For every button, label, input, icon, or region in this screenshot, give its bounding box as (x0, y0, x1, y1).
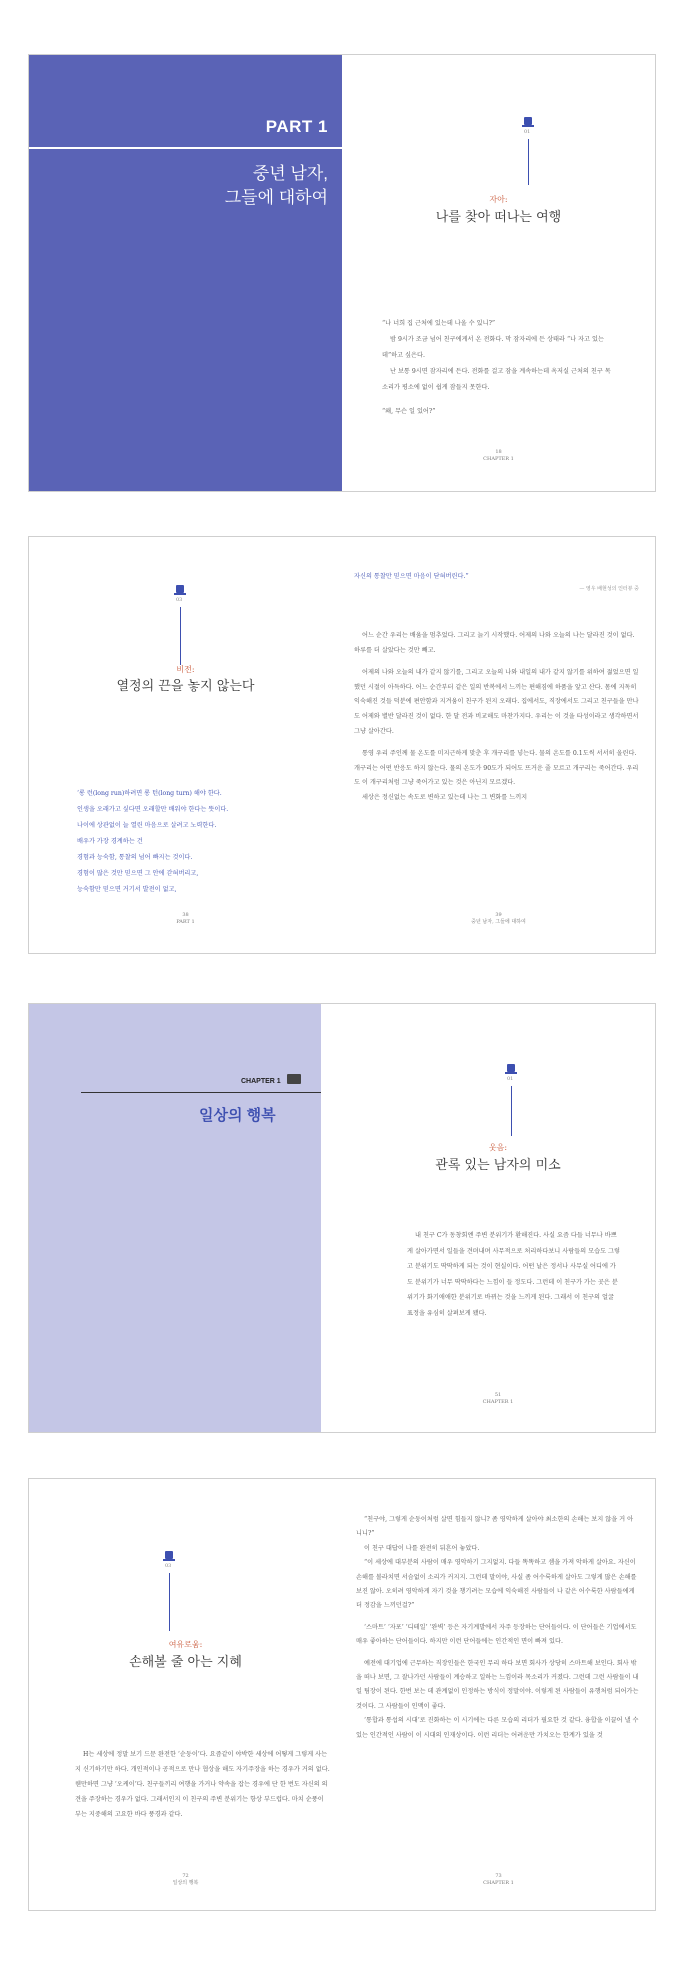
paragraph: 내 친구 C가 동창회엔 주변 분위기가 환해진다. 사실 요즘 다들 너무나 바쁘게 살아가면서 일들을 견뎌내며 사무적으로 처리하다보니 사람들의 모습도 그렇고 분위기도 딱딱하게 되는 것이 현실이다. 어떤 날은 정서나 사무실 어디에 가도 분위기가 너무 딱딱하다는 느낌이 들 정도다. 그런데 이 친구가 가는 곳은 분위기가 화기애애한 분위기로 바뀌는 것을 느끼게 된다. 그래서 이 친구의 얼굴 표정을 유심히 살펴보게 됐다. (407, 1232, 620, 1317)
chapter-number: 01 (524, 129, 531, 135)
spread-part-1 (28, 54, 656, 492)
paragraph: “친구야, 그렇게 순둥이처럼 살면 힘들지 않니? 좀 영악하게 살아야 최소한의 손해는 보지 않을 거 아니니?” (356, 1516, 634, 1538)
chapter-rule (81, 1092, 321, 1093)
section-subtitle: 자아: (489, 195, 508, 204)
page-number: 72 일상의 행복 (172, 1873, 199, 1886)
poem-line: ‘롱 런(long run)하려면 롱 턴(long turn) 해야 한다. (77, 790, 222, 797)
page-number: 51 CHAPTER 1 (482, 1392, 514, 1405)
poem-line: 경험과 능숙함, 통찰의 넘어 빠지는 것이다. (77, 854, 193, 861)
poem-line: 경험이 많은 것만 믿으면 그 안에 갇혀버리고, (77, 870, 199, 877)
section-title: 나를 찾아 떠나는 여행 (435, 210, 562, 225)
paragraph: 난 보통 9시면 잠자리에 든다. 전화를 걸고 잠을 계속하는데 옥저실 근처의 친구 목소리가 평소에 없이 쉽게 잠들지 못한다. (382, 368, 611, 391)
body-text (75, 1747, 330, 1822)
spread-chapter-1 (28, 1003, 656, 1433)
paragraph: 이 친구 대답이 나를 완전히 뒤흔어 놓았다. (364, 1544, 480, 1552)
right-page (342, 1479, 655, 1910)
left-page (29, 537, 342, 953)
hat-icon (174, 585, 186, 596)
section-title: 손해볼 줄 아는 지혜 (129, 1655, 242, 1670)
poem-line: 나이에 상관없이 늘 열린 마음으로 살려고 노력한다. (77, 822, 217, 829)
spread-vision (28, 536, 656, 954)
paragraph: 통영 우리 주인께 물 온도를 미지근하게 맞춘 후 개구리를 넣는다. 물의 온도를 0.1도씩 서서히 올린다. 개구리는 어떤 반응도 하지 않는다. 물의 온도가 90도가 되어도 뜨거운 줄 모르고 개구리는 죽어간다. 우리도 이 개구리처럼 그냥 죽어가고 있는 것은 아닌지 모르겠다. (354, 750, 639, 787)
part-label: PART 1 (265, 117, 328, 136)
part-title-line-2: 그들에 대하여 (224, 188, 328, 207)
poem-line: 능숙함만 믿으면 거기서 발전이 없고, (77, 886, 177, 893)
paragraph: 밤 9시가 조금 넘어 친구에게서 온 전화다. 막 잠자리에 든 상태라 “나 자고 있는데”하고 싶은다. (382, 336, 604, 359)
paragraph: ‘통합과 통섭의 시대’로 진화하는 이 시기에는 다른 모습의 리더가 필요한 것 같다. 융합을 이끌어 낼 수 있는 인간적인 사람이 이 시대의 인재상이다. 이런 리더는 어려운만 가치오는 한계가 있을 것 (356, 1717, 639, 1739)
title-rule (180, 607, 181, 665)
paragraph: “나 너희 집 근처에 있는데 나올 수 있니?” (382, 320, 496, 327)
chapter-number: 03 (165, 1563, 172, 1569)
chapter-title: 일상의 행복 (199, 1107, 276, 1124)
left-page (29, 1479, 342, 1910)
paragraph: 예전에 대기업에 근무하는 직장인들은 한국인 무리 하다 보면 회사가 상당히 스마트해 보인다. 회사 밖을 떠나 보면, 그 잘나가던 사람들이 계승하고 일하는 느낌이라 목소리가 커졌다. 그런데 그런 사람들이 내일 팀장이 된다. 한번 보는 데 관계없이 인정하는 방식이 정말이야. 이렇게 된 사람들이 유행처럼 되어가는 것이다. 그 사람들이 인맥이 좋다. (356, 1659, 639, 1710)
part-cover-page (29, 55, 342, 491)
body-text (354, 629, 639, 806)
page-number: 18 CHAPTER 1 (483, 449, 514, 462)
chapter-number: 01 (507, 1076, 514, 1082)
title-rule (169, 1573, 170, 1631)
chapter-number: 03 (176, 597, 183, 603)
chapter-cover-page (29, 1004, 321, 1432)
hat-icon (522, 117, 534, 128)
poem-line: 인생을 오래가고 싶다면 오래할만 배워야 한다는 뜻이다. (77, 806, 229, 813)
hat-icon (505, 1064, 517, 1075)
page-number: 39 중년 남자, 그들에 대하여 (471, 912, 526, 925)
part-divider (29, 147, 342, 149)
chapter-opening-page (321, 1004, 655, 1432)
right-page (342, 537, 655, 953)
section-subtitle: 비전: (176, 665, 195, 674)
title-rule (511, 1086, 512, 1136)
body-text (382, 316, 615, 420)
poem-line: 배우가 가장 경계하는 건 (77, 838, 143, 845)
part-title-line-1: 중년 남자, (252, 164, 328, 183)
spread-relaxation (28, 1478, 656, 1911)
book-stack-icon (287, 1074, 301, 1084)
body-text (356, 1513, 639, 1743)
section-title: 관록 있는 남자의 미소 (435, 1158, 561, 1173)
chapter-label: CHAPTER 1 (241, 1078, 281, 1085)
paragraph: “이 세상에 대부분의 사람이 매우 영악하기 그지없지. 다들 똑똑하고 셈을 가져 악하게 살아요. 자신이 손해를 볼라치면 서슴없이 소리가 커지지. 그런데 말이야, 사실 좀 어수룩하게 살아도 그렇게 많은 손해를 보진 않아. 오히려 영악하게 자기 것을 챙기려는 모습에 익숙해진 사람들이 나 같은 어수룩한 사람들에게 더 정감을 느끼던걸?” (356, 1559, 637, 1610)
hat-icon (163, 1551, 175, 1562)
section-subtitle: 여유로움: (168, 1640, 203, 1649)
paragraph: “왜, 무슨 일 있어?” (382, 408, 436, 415)
quote: 자신의 통찰만 믿으면 마음이 닫혀버린다.” (354, 573, 469, 580)
paragraph: 세상은 정신없는 속도로 변하고 있는데 나는 그 변화를 느끼지 (362, 793, 528, 801)
paragraph: 어제의 나와 오늘의 내가 같지 않기를, 그리고 오늘의 나와 내일의 내가 같지 않기를 위하여 젊었으면 일했던 시절이 아득하다. 어느 순간부터 같은 일의 반복에서 느끼는 편해짐에 하품을 앞고 산다. 몸에 지독히 익숙해진 것들 덕분에 편안함과 지겨움이 친구가 된지 오래다. 집에서도, 직장에서도 그리고 친구들을 만나도 어제와 별반 달라진 것이 없다. 한 달 전과 비교해도 마찬가지다. 우리는 이 것을 타성이라고 생각하면서 그냥 살아간다. (354, 669, 639, 735)
quote-source: — 영우 배현성의 인터뷰 중 (579, 586, 639, 592)
chapter-opening-page (342, 55, 655, 491)
paragraph: H는 세상에 정말 보기 드문 완전한 ‘순둥이’다. 요즘같이 야박한 세상에 어떻게 그렇게 사는지 신기하기만 하다. 개인적이나 공적으로 만나 협상을 해도 자기주장을 하는 경우가 거의 없다. 웬만하면 그냥 ‘오케이’다. 친구들끼리 여행을 가거나 약속을 잡는 경우에 단 한 번도 자신의 의견을 주장하는 경우가 없다. 그래서인지 이 친구의 주변 분위기는 항상 부드럽다. 마치 순풍이 부는 지중해의 고요한 바다 풍경과 같다. (75, 1751, 330, 1818)
section-subtitle: 웃음: (488, 1143, 508, 1152)
title-rule (528, 139, 529, 185)
poem-block (77, 786, 322, 898)
page-number: 73 CHAPTER 1 (483, 1873, 514, 1886)
body-text (407, 1228, 621, 1321)
section-title: 열정의 끈을 놓지 않는다 (116, 679, 255, 694)
page-number: 38 PART 1 (176, 912, 195, 925)
paragraph: ‘스마트’ ‘자포’ ‘디테일’ ‘완벽’ 등은 자기계발에서 자주 등장하는 단어들이다. 이 단어들은 기업에서도 매우 좋아하는 단어들이다. 하지만 이런 단어들에는 인간적인 면이 빠져 있다. (356, 1623, 637, 1646)
paragraph: 어느 순간 우리는 배움을 멈추었다. 그리고 늙기 시작했다. 어제의 나와 오늘의 나는 달라진 것이 없다. 하루를 더 살았다는 것만 빼고. (354, 632, 635, 654)
